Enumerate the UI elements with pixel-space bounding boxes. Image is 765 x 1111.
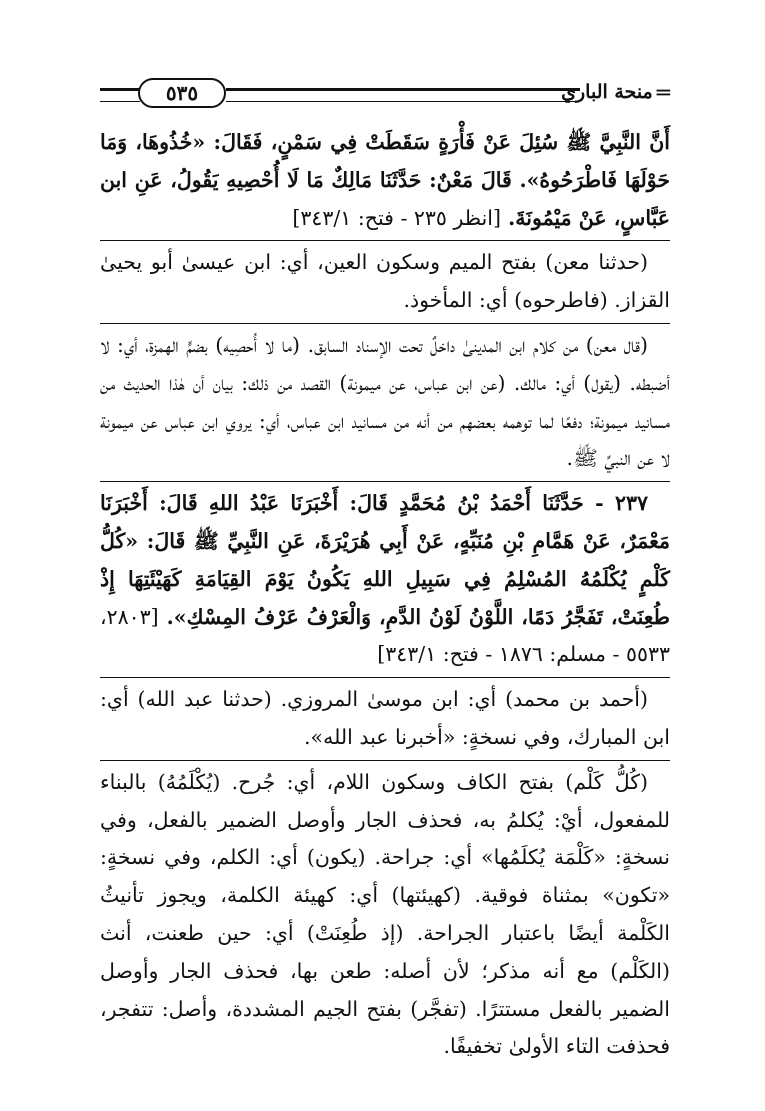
section-divider (100, 760, 670, 761)
hadith-text (100, 485, 670, 674)
page-body (100, 124, 670, 1066)
page-number-badge (138, 78, 226, 108)
section-divider (100, 481, 670, 482)
book-title: منحة الباري (561, 81, 653, 103)
page-header (100, 76, 670, 116)
header-rule-end (100, 88, 140, 102)
section-divider (100, 240, 670, 241)
header-rule-segment (226, 88, 351, 102)
hadith-matn: ٢٣٧ - حَدَّثَنَا أَحْمَدُ بْنُ مُحَمَّدٍ قَالَ: أَخْبَرَنَا عَبْدُ اللهِ قَالَ: أَخْبَرَنَا مَعْمَرٌ، عَنْ هَمَّامِ بْنِ مُنَبِّهٍ، عَنْ أَبِي هُرَيْرَةَ، عَنِ النَّبِيِّ ﷺ قَالَ: «كُلُّ كَلْمٍ يُكْلَمُهُ المُسْلِمُ فِي سَبِيلِ اللهِ يَكُونُ يَوْمَ القِيَامَةِ كَهَيْئَتِهَا إِذْ طُعِنَتْ، تَفَجَّرُ دَمًا، اللَّوْنُ لَوْنُ الدَّمِ، وَالْعَرْفُ عَرْفُ المِسْكِ». (100, 491, 670, 629)
header-rule (350, 88, 558, 102)
section-divider (100, 677, 670, 678)
commentary-paragraph: (قال معن) من كلام ابن المدينىٰ داخلٌ تحت الإسناد السابق. (ما لا أُحصِيه) بضمٍّ الهمزة، أي: لا أضبطه. (يقول) أي: مالك. (عن ابن عباس، عن ميمونة) القصد من ذلك: بيان أن هٰذا الحديث من مسانيد ميمونة؛ دفعًا لما توهمه بعضهم من أنه من مسانيد ابن عباس، أي: يروي ابن عباس عن ميمونة لا عن النبيِّ ﷺ. (100, 332, 670, 471)
ornament-icon: ═ (656, 80, 670, 106)
commentary-paragraph: (أحمد بن محمد) أي: ابن موسىٰ المروزي. (حدثنا عبد الله) أي: ابن المبارك، وفي نسخةٍ: «أخبرنا عبد الله». (100, 687, 670, 749)
commentary-paragraph: (حدثنا معن) بفتح الميم وسكون العين، أي: ابن عيسىٰ أبو يحيىٰ القزاز. (فاطرحوه) أي: المأخوذ. (100, 250, 670, 313)
hadith-reference: [انظر ٢٣٥ - فتح: ٣٤٣/١] (292, 205, 501, 230)
page-number: ٥٣٥ (165, 81, 199, 105)
hadith-matn: أَنَّ النَّبِيَّ ﷺ سُئِلَ عَنْ فَأْرَةٍ سَقَطَتْ فِي سَمْنٍ، فَقَالَ: «خُذُوهَا، وَمَا حَوْلَهَا فَاطْرَحُوهُ». قَالَ مَعْنٌ: حَدَّثَنَا مَالِكٌ مَا لَا أُحْصِيهِ يَقُولُ، عَنِ ابن عَبَّاسٍ، عَنْ مَيْمُونَةَ. (100, 130, 670, 230)
hadith-text (100, 124, 670, 237)
section-divider (100, 323, 670, 324)
commentary-paragraph: (كُلُّ كَلْم) بفتح الكاف وسكون اللام، أي: جُرح. (يُكْلَمُهُ) بالبناء للمفعول، أيْ: يُكلمُ به، فحذف الجار وأوصل الضمير بالفعل، وفي نسخةٍ: «كَلْمَة يُكلَمُها» أي: جراحة. (يكون) أي: الكلم، وفي نسخةٍ: «تكون» بمثناة فوقية. (كهيئتها) أي: كهيئة الكلمة، ويجوز تأنيثُ الكَلْمة أيضًا باعتبار الجراحة. (إذ طُعِنَتْ) أي: حين طعنت، أنث (الكَلْم) مع أنه مذكر؛ لأن أصله: طعن بها، فحذف الجار وأوصل الضمير بالفعل مستترًا. (تفجَّر) بفتح الجيم المشددة، وأصل: تتفجر، فحذفت التاء الأولىٰ تخفيفًا. (100, 769, 670, 1059)
hadith-reference: [٢٨٠٣، ٥٥٣٣ - مسلم: ١٨٧٦ - فتح: ٣٤٣/١] (100, 604, 670, 667)
